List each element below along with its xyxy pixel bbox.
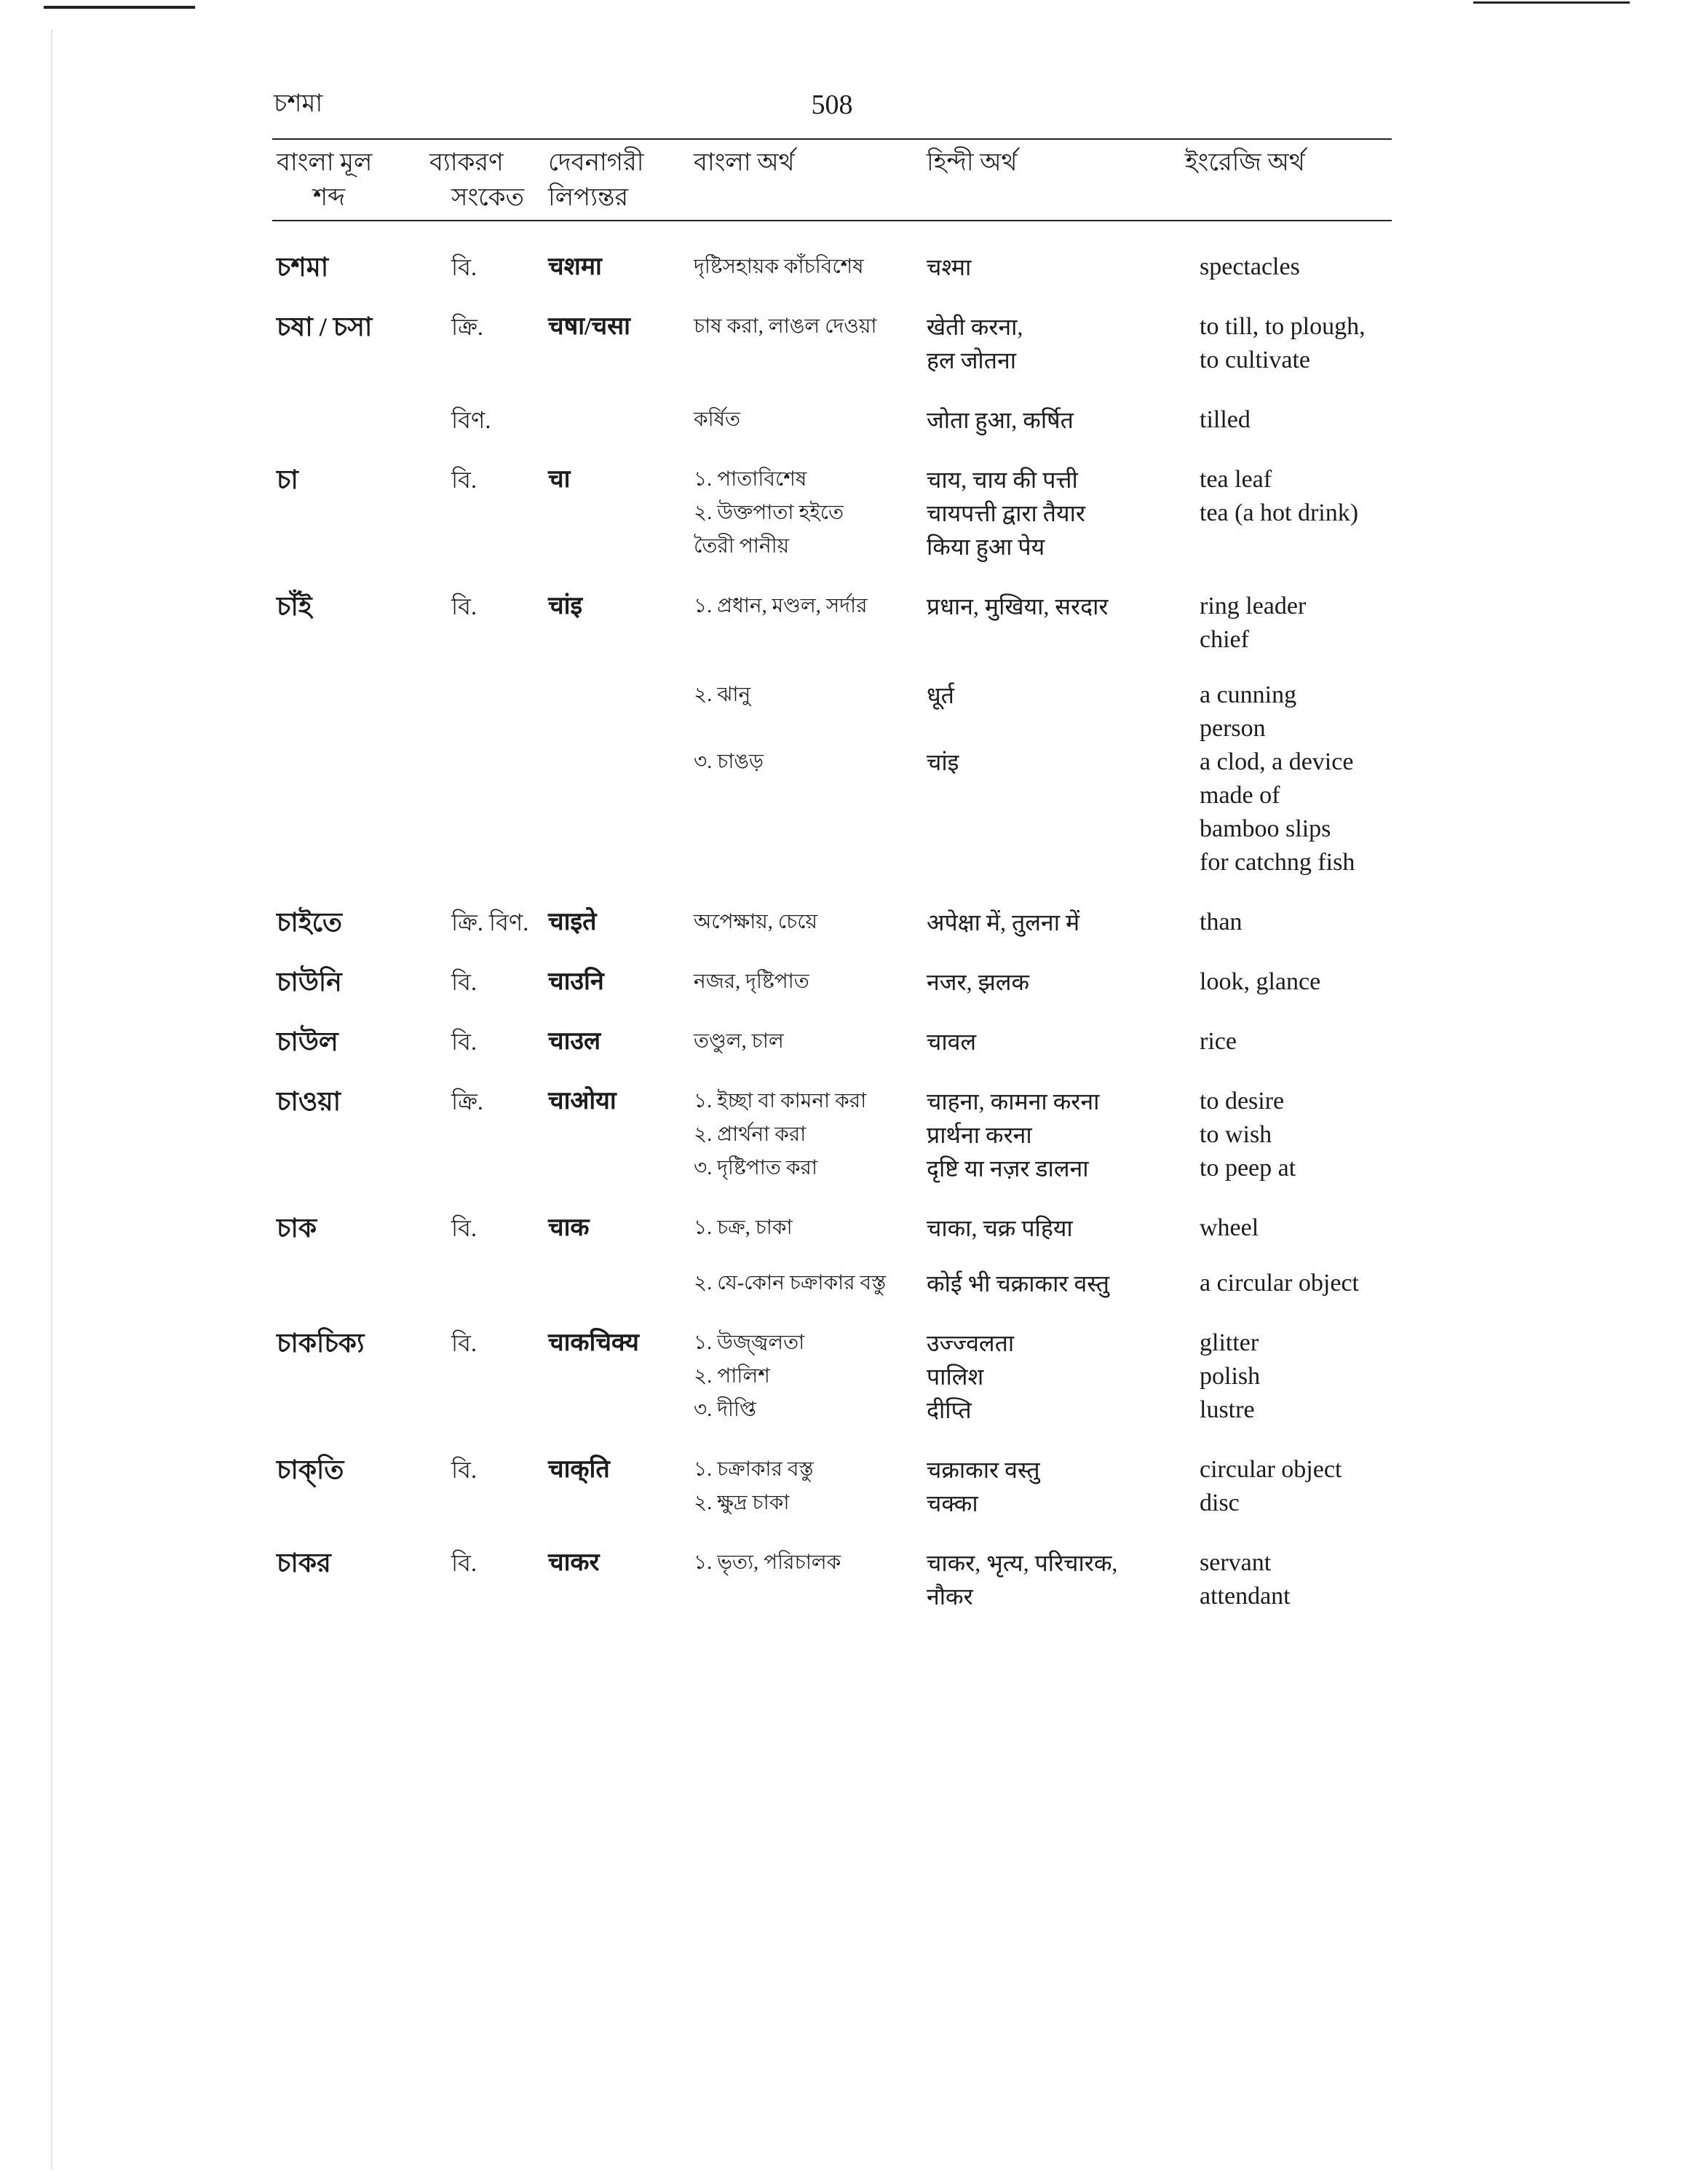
cell-hindi-meaning <box>922 1245 1181 1300</box>
cell-devanagari: चाउनि <box>548 968 604 995</box>
cell-bengali-meaning <box>689 563 922 657</box>
cell-line: নজর, দৃষ্টিপাত <box>694 970 809 993</box>
cell-line: चक्का <box>927 1490 978 1516</box>
cell-bengali-word <box>272 745 425 879</box>
cell-devanagari: चाक <box>548 1214 590 1241</box>
cell-english-meaning <box>1181 1185 1392 1245</box>
header-line: সংকেত <box>451 184 525 211</box>
cell-grammar: বি. <box>451 1215 477 1241</box>
cell-line: ১. ইচ্ছা বা কামনা করা <box>694 1090 867 1112</box>
cell-line: made of <box>1200 782 1280 809</box>
cell-line: rice <box>1200 1028 1237 1055</box>
cell-english-meaning <box>1181 221 1392 284</box>
cell-line: than <box>1200 909 1243 935</box>
cell-line: धूर्त <box>927 682 954 708</box>
cell-line: ২. পালিশ <box>694 1365 770 1388</box>
cell-english-meaning <box>1181 1520 1392 1613</box>
cell-bengali-word: চাইতে <box>277 908 343 937</box>
cell-grammar: বি. <box>451 467 477 493</box>
cell-line: ১. প্রধান, মণ্ডল, সর্দার <box>694 595 868 617</box>
header-english-meaning: ইংরেজি অর্থ <box>1181 139 1392 221</box>
cell-hindi-meaning <box>922 377 1181 437</box>
table-row <box>272 1520 1392 1613</box>
cell-grammar: বি. <box>451 1330 477 1356</box>
cell-english-meaning <box>1181 1059 1392 1185</box>
cell-bengali-word: চাঁই <box>277 592 312 621</box>
cell-english-meaning <box>1181 999 1392 1059</box>
cell-line: चश्मा <box>927 254 972 280</box>
cell-line: चावल <box>927 1029 977 1055</box>
cell-bengali-word <box>272 657 425 745</box>
cell-line: to till, to plough, <box>1200 313 1366 340</box>
cell-line: tilled <box>1200 406 1251 433</box>
cell-hindi-meaning <box>922 221 1181 284</box>
dictionary-page <box>272 80 1392 1613</box>
cell-line: दृष्टि या नज़र डालना <box>927 1155 1089 1182</box>
table-row <box>272 1185 1392 1245</box>
scan-artifact-line <box>44 6 195 9</box>
cell-english-meaning <box>1181 284 1392 377</box>
cell-line: चाकर, भृत्य, परिचारक, <box>927 1550 1118 1576</box>
cell-line: person <box>1200 715 1266 742</box>
cell-line: ring leader <box>1200 593 1307 620</box>
cell-devanagari: चषा/चसा <box>548 313 630 340</box>
cell-line: তৈরী পানীয় <box>694 535 790 558</box>
cell-hindi-meaning <box>922 939 1181 999</box>
cell-bengali-word: চাকচিক্য <box>277 1329 365 1358</box>
cell-grammar: বি. <box>451 1029 477 1055</box>
cell-bengali-meaning <box>689 284 922 377</box>
dictionary-body <box>272 221 1392 1613</box>
cell-bengali-word: চাকর <box>277 1548 331 1578</box>
cell-line: हल जोतना <box>927 347 1017 373</box>
cell-line: ২. যে-কোন চক্রাকার বস্তু <box>694 1272 887 1294</box>
cell-line: चांइ <box>927 749 959 775</box>
cell-line: servant <box>1200 1549 1272 1576</box>
header-line: বাংলা মূল <box>277 149 373 176</box>
cell-english-meaning <box>1181 1300 1392 1427</box>
cell-line: তণ্ডুল, চাল <box>694 1030 784 1053</box>
cell-hindi-meaning <box>922 745 1181 879</box>
scan-page-edge <box>51 29 52 2169</box>
cell-hindi-meaning <box>922 1520 1181 1613</box>
cell-line: नजर, झलक <box>927 969 1030 995</box>
cell-hindi-meaning <box>922 879 1181 939</box>
cell-line: a circular object <box>1200 1270 1359 1297</box>
header-line: দেবনাগরী <box>548 149 644 176</box>
cell-bengali-word <box>272 377 425 437</box>
table-header-row <box>272 139 1392 221</box>
cell-bengali-meaning <box>689 1245 922 1300</box>
cell-line: lustre <box>1200 1396 1255 1423</box>
cell-grammar: ক্রি. বিণ. <box>451 909 529 935</box>
cell-line: उज्ज्वलता <box>927 1330 1015 1356</box>
cell-grammar: বি. <box>451 1457 477 1483</box>
cell-bengali-meaning <box>689 221 922 284</box>
cell-line: disc <box>1200 1489 1240 1516</box>
cell-grammar: বি. <box>451 254 477 280</box>
cell-hindi-meaning <box>922 1059 1181 1185</box>
cell-line: ১. চক্র, চাকা <box>694 1216 793 1239</box>
cell-devanagari: चाकचिक्य <box>548 1329 639 1356</box>
cell-grammar <box>425 745 544 879</box>
table-row <box>272 1427 1392 1520</box>
cell-line: অপেক্ষায়, চেয়ে <box>694 911 818 933</box>
cell-line: tea (a hot drink) <box>1200 499 1359 526</box>
cell-line: ১. উজ্জ্বলতা <box>694 1332 805 1354</box>
cell-line: কর্ষিত <box>694 408 741 431</box>
cell-bengali-meaning <box>689 879 922 939</box>
table-row <box>272 1300 1392 1427</box>
cell-line: to wish <box>1200 1121 1272 1148</box>
cell-line: glitter <box>1200 1329 1259 1356</box>
cell-grammar <box>425 657 544 745</box>
table-row <box>272 563 1392 657</box>
running-head-word: চশমা <box>274 90 323 117</box>
cell-english-meaning <box>1181 939 1392 999</box>
cell-line: खेती करना, <box>927 314 1023 340</box>
cell-line: to desire <box>1200 1088 1285 1115</box>
cell-devanagari: चाओया <box>548 1088 617 1115</box>
header-line: শব্দ <box>313 184 345 211</box>
cell-bengali-word: চাক <box>277 1214 317 1243</box>
cell-devanagari <box>544 377 689 437</box>
cell-english-meaning <box>1181 745 1392 879</box>
cell-hindi-meaning <box>922 437 1181 563</box>
dictionary-table <box>272 138 1392 1613</box>
cell-line: ২. উক্তপাতা হইতে <box>694 502 844 524</box>
cell-grammar: বি. <box>451 593 477 620</box>
cell-line: प्रार्थना करना <box>927 1122 1032 1148</box>
cell-line: tea leaf <box>1200 466 1272 493</box>
cell-devanagari: चाक्‌ति <box>548 1456 610 1483</box>
cell-bengali-meaning <box>689 999 922 1059</box>
cell-hindi-meaning <box>922 284 1181 377</box>
cell-devanagari: चाइते <box>548 909 597 935</box>
cell-bengali-word: চষা / চসা <box>277 312 373 341</box>
header-hindi-meaning: হিন্দী অর্থ <box>922 139 1181 221</box>
cell-grammar: বি. <box>451 969 477 995</box>
cell-line: bamboo slips <box>1200 815 1331 842</box>
cell-line: चायपत्ती द्वारा तैयार <box>927 500 1085 526</box>
cell-english-meaning <box>1181 1245 1392 1300</box>
cell-english-meaning <box>1181 1427 1392 1520</box>
cell-bengali-meaning <box>689 1427 922 1520</box>
table-row <box>272 1059 1392 1185</box>
cell-bengali-meaning <box>689 377 922 437</box>
cell-line: a clod, a device <box>1200 748 1354 775</box>
cell-english-meaning <box>1181 563 1392 657</box>
header-grammar <box>425 139 544 221</box>
cell-line: look, glance <box>1200 968 1321 995</box>
cell-english-meaning <box>1181 377 1392 437</box>
cell-bengali-meaning <box>689 1185 922 1245</box>
cell-bengali-meaning <box>689 437 922 563</box>
cell-line: चाहना, कामना करना <box>927 1088 1100 1115</box>
cell-hindi-meaning <box>922 1185 1181 1245</box>
cell-line: जोता हुआ, कर्षित <box>927 407 1074 433</box>
cell-devanagari: चशमा <box>548 253 602 280</box>
cell-bengali-meaning <box>689 745 922 879</box>
table-row <box>272 437 1392 563</box>
table-row <box>272 939 1392 999</box>
cell-line: to peep at <box>1200 1155 1296 1182</box>
table-row <box>272 377 1392 437</box>
cell-hindi-meaning <box>922 1300 1181 1427</box>
header-bengali-meaning: বাংলা অর্থ <box>689 139 922 221</box>
cell-line: ১. পাতাবিশেষ <box>694 468 807 491</box>
cell-english-meaning <box>1181 437 1392 563</box>
cell-line: किया हुआ पेय <box>927 534 1045 560</box>
cell-line: chief <box>1200 626 1249 653</box>
cell-line: attendant <box>1200 1583 1291 1610</box>
cell-devanagari <box>544 1245 689 1300</box>
cell-line: দৃষ্টিসহায়ক কাঁচবিশেষ <box>694 256 864 278</box>
page-number: 508 <box>811 90 853 120</box>
cell-line: ১. ভৃত্য, পরিচালক <box>694 1551 841 1574</box>
cell-grammar: ক্রি. <box>451 1088 483 1115</box>
cell-line: चाका, चक्र पहिया <box>927 1215 1073 1241</box>
cell-line: पालिश <box>927 1364 984 1390</box>
cell-line: ১. চক্রাকার বস্তু <box>694 1458 814 1481</box>
cell-line: polish <box>1200 1363 1261 1390</box>
cell-line: कोई भी चक्राकार वस्तु <box>927 1270 1109 1297</box>
scan-artifact-line <box>1473 1 1630 4</box>
cell-line: ২. ক্ষুদ্র চাকা <box>694 1492 790 1514</box>
cell-english-meaning <box>1181 879 1392 939</box>
cell-line: ২. ঝানু <box>694 684 751 706</box>
table-row <box>272 284 1392 377</box>
cell-devanagari: चाकर <box>548 1549 600 1576</box>
cell-bengali-word: চাউনি <box>277 968 342 997</box>
cell-line: ৩. দীপ্তি <box>694 1398 756 1421</box>
table-row <box>272 745 1392 879</box>
cell-line: circular object <box>1200 1456 1342 1483</box>
cell-bengali-meaning <box>689 657 922 745</box>
cell-grammar <box>425 1245 544 1300</box>
cell-bengali-word: চাক্‌তি <box>277 1455 344 1484</box>
header-devanagari <box>544 139 689 221</box>
cell-grammar: বিণ. <box>451 407 491 433</box>
cell-bengali-word <box>272 1245 425 1300</box>
cell-line: अपेक्षा में, तुलना में <box>927 909 1080 935</box>
cell-line: प्रधान, मुखिया, सरदार <box>927 593 1109 620</box>
cell-devanagari: चांइ <box>548 593 583 620</box>
cell-line: ৩. চাঙড় <box>694 751 764 773</box>
cell-line: spectacles <box>1200 253 1300 280</box>
cell-grammar: ক্রি. <box>451 314 483 340</box>
cell-bengali-meaning <box>689 1520 922 1613</box>
table-row <box>272 657 1392 745</box>
cell-devanagari <box>544 657 689 745</box>
cell-bengali-word: চশমা <box>277 253 329 282</box>
cell-hindi-meaning <box>922 999 1181 1059</box>
table-row <box>272 221 1392 284</box>
cell-devanagari <box>544 745 689 879</box>
cell-line: नौकर <box>927 1583 973 1610</box>
cell-line: दीप्ति <box>927 1397 972 1423</box>
header-line: ব্যাকরণ <box>429 149 504 176</box>
cell-hindi-meaning <box>922 1427 1181 1520</box>
cell-bengali-word: চা <box>277 465 298 494</box>
cell-bengali-word: চাওয়া <box>277 1087 341 1116</box>
header-line: লিপ্যন্তর <box>548 184 629 211</box>
table-row <box>272 879 1392 939</box>
cell-bengali-meaning <box>689 1059 922 1185</box>
cell-line: to cultivate <box>1200 347 1311 373</box>
cell-line: चाय, चाय की पत्ती <box>927 467 1078 493</box>
cell-line: a cunning <box>1200 681 1297 708</box>
cell-bengali-word: চাউল <box>277 1027 338 1056</box>
cell-hindi-meaning <box>922 657 1181 745</box>
cell-grammar: বি. <box>451 1550 477 1576</box>
cell-line: চাষ করা, লাঙল দেওয়া <box>694 315 877 338</box>
cell-line: wheel <box>1200 1214 1259 1241</box>
cell-devanagari: चा <box>548 466 571 493</box>
header-bengali-root <box>272 139 425 221</box>
cell-bengali-meaning <box>689 1300 922 1427</box>
cell-line: for catchng fish <box>1200 849 1355 876</box>
cell-line: ২. প্রার্থনা করা <box>694 1123 807 1146</box>
cell-devanagari: चाउल <box>548 1028 601 1055</box>
cell-line: ৩. দৃষ্টিপাত করা <box>694 1157 817 1179</box>
table-row <box>272 999 1392 1059</box>
running-head <box>272 80 1392 138</box>
cell-english-meaning <box>1181 657 1392 745</box>
table-row <box>272 1245 1392 1300</box>
cell-hindi-meaning <box>922 563 1181 657</box>
cell-bengali-meaning <box>689 939 922 999</box>
cell-line: चक्राकार वस्तु <box>927 1457 1040 1483</box>
